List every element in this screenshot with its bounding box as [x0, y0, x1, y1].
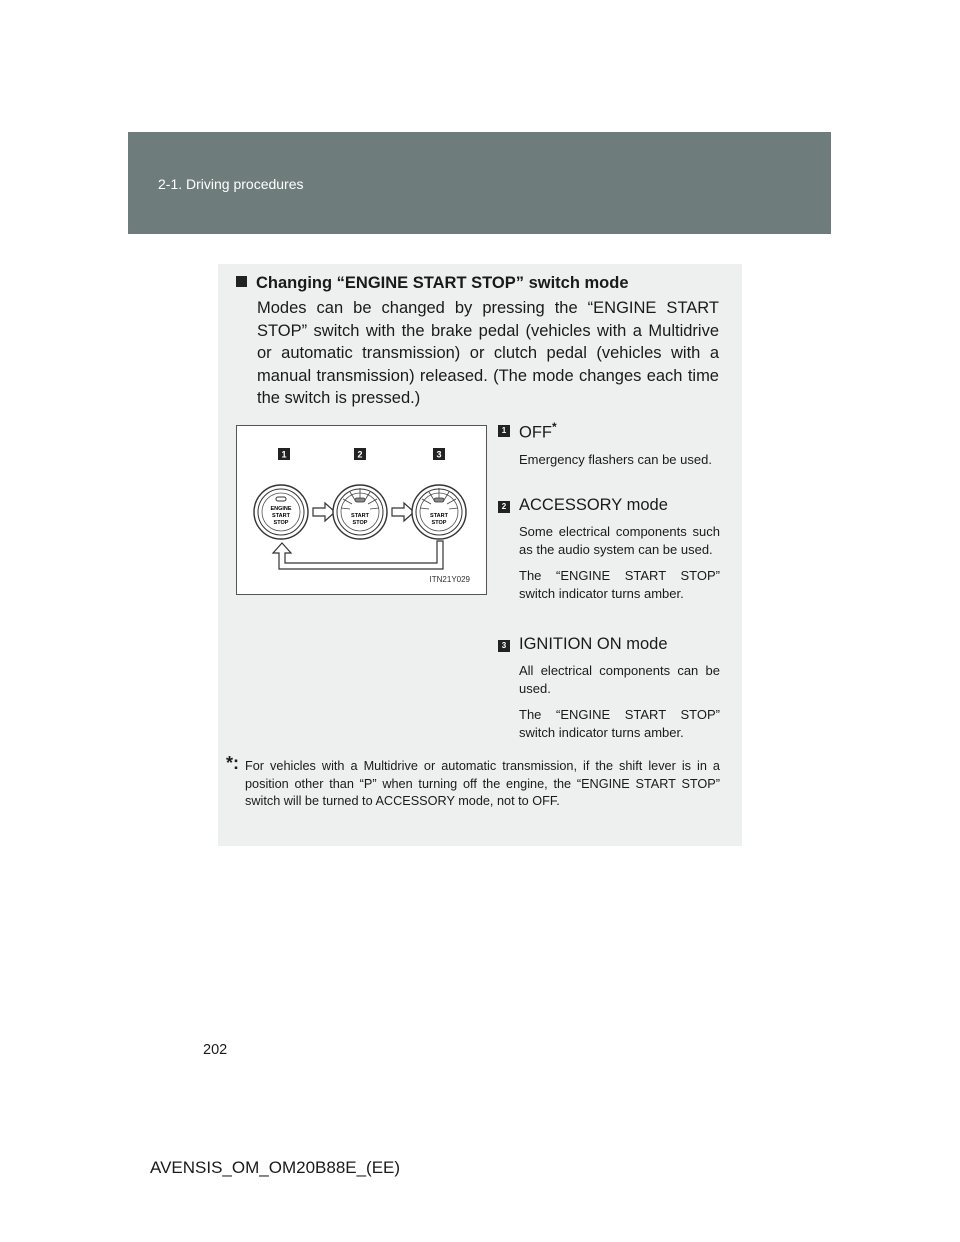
mode-description: The “ENGINE START STOP” switch indicator turns amber.: [519, 707, 720, 740]
mode-description: All electrical components can be used.: [519, 663, 720, 696]
mode-item-off: [498, 420, 720, 469]
marker-2-text: 2: [357, 449, 363, 460]
page-number: 202: [203, 1042, 228, 1058]
document-code: AVENSIS_OM_OM20B88E_(EE): [150, 1158, 401, 1177]
mode-title: [498, 496, 720, 515]
mode-number-badge: 3: [498, 640, 510, 652]
marker-3-text: 3: [436, 449, 442, 460]
mode-title-text: IGNITION ON mode: [519, 635, 668, 653]
footnote: [226, 753, 720, 811]
panel-heading-text: Changing “ENGINE START STOP” switch mode: [256, 274, 629, 292]
mode-number-badge: 1: [498, 425, 510, 437]
switch-1-line-2: START: [272, 513, 290, 519]
mode-title: [498, 635, 720, 654]
switch-1-line-1: ENGINE: [270, 506, 292, 512]
mode-title: [498, 420, 720, 443]
arrow-right-icon: [313, 503, 335, 521]
switch-off-icon: [254, 485, 308, 539]
header-band: [128, 132, 831, 234]
switch-3-line-3: STOP: [431, 520, 447, 526]
info-panel: [218, 264, 742, 846]
footnote-text: For vehicles with a Multidrive or automatic transmission, if the shift lever is in a position other than “P” when turning off the engine, the “ENGINE START STOP” switch will be turned to ACCESSORY mode, not to OFF.: [245, 759, 720, 808]
mode-diagram-svg: [237, 426, 486, 594]
mode-description: Some electrical components such as the audio system can be used.: [519, 524, 720, 557]
switch-ignition-on-icon: [412, 485, 466, 539]
switch-2-line-2: START: [351, 513, 369, 519]
marker-3: [433, 448, 445, 460]
switch-1-line-3: STOP: [273, 520, 289, 526]
switch-accessory-icon: [333, 485, 387, 539]
marker-2: [354, 448, 366, 460]
return-arrow-icon: [273, 541, 443, 569]
switch-2-line-3: STOP: [352, 520, 368, 526]
mode-title-text: ACCESSORY mode: [519, 496, 668, 514]
arrow-right-icon: [392, 503, 414, 521]
mode-description: The “ENGINE START STOP” switch indicator turns amber.: [519, 568, 720, 601]
figure-id: ITN21Y029: [429, 575, 470, 584]
footnote-mark: *:: [226, 753, 239, 773]
panel-heading: [236, 274, 629, 293]
marker-1: [278, 448, 290, 460]
section-title: 2-1. Driving procedures: [158, 176, 304, 192]
footnote-mark: *: [552, 420, 557, 434]
intro-paragraph: Modes can be changed by pressing the “ENGINE START STOP” switch with the brake pedal (vehicles with a Multidrive or automatic transmission) or clutch pedal (vehicles with a manual transmission) released. (The mode changes each time the switch is pressed.): [257, 299, 719, 407]
mode-number-badge: 2: [498, 501, 510, 513]
mode-diagram: [236, 425, 487, 595]
switch-3-line-2: START: [430, 513, 448, 519]
square-bullet-icon: [236, 276, 247, 287]
mode-item-accessory: [498, 496, 720, 603]
mode-item-ignition-on: [498, 635, 720, 742]
marker-1-text: 1: [281, 449, 287, 460]
mode-description: Emergency flashers can be used.: [519, 451, 712, 467]
mode-title-text: OFF: [519, 423, 552, 442]
